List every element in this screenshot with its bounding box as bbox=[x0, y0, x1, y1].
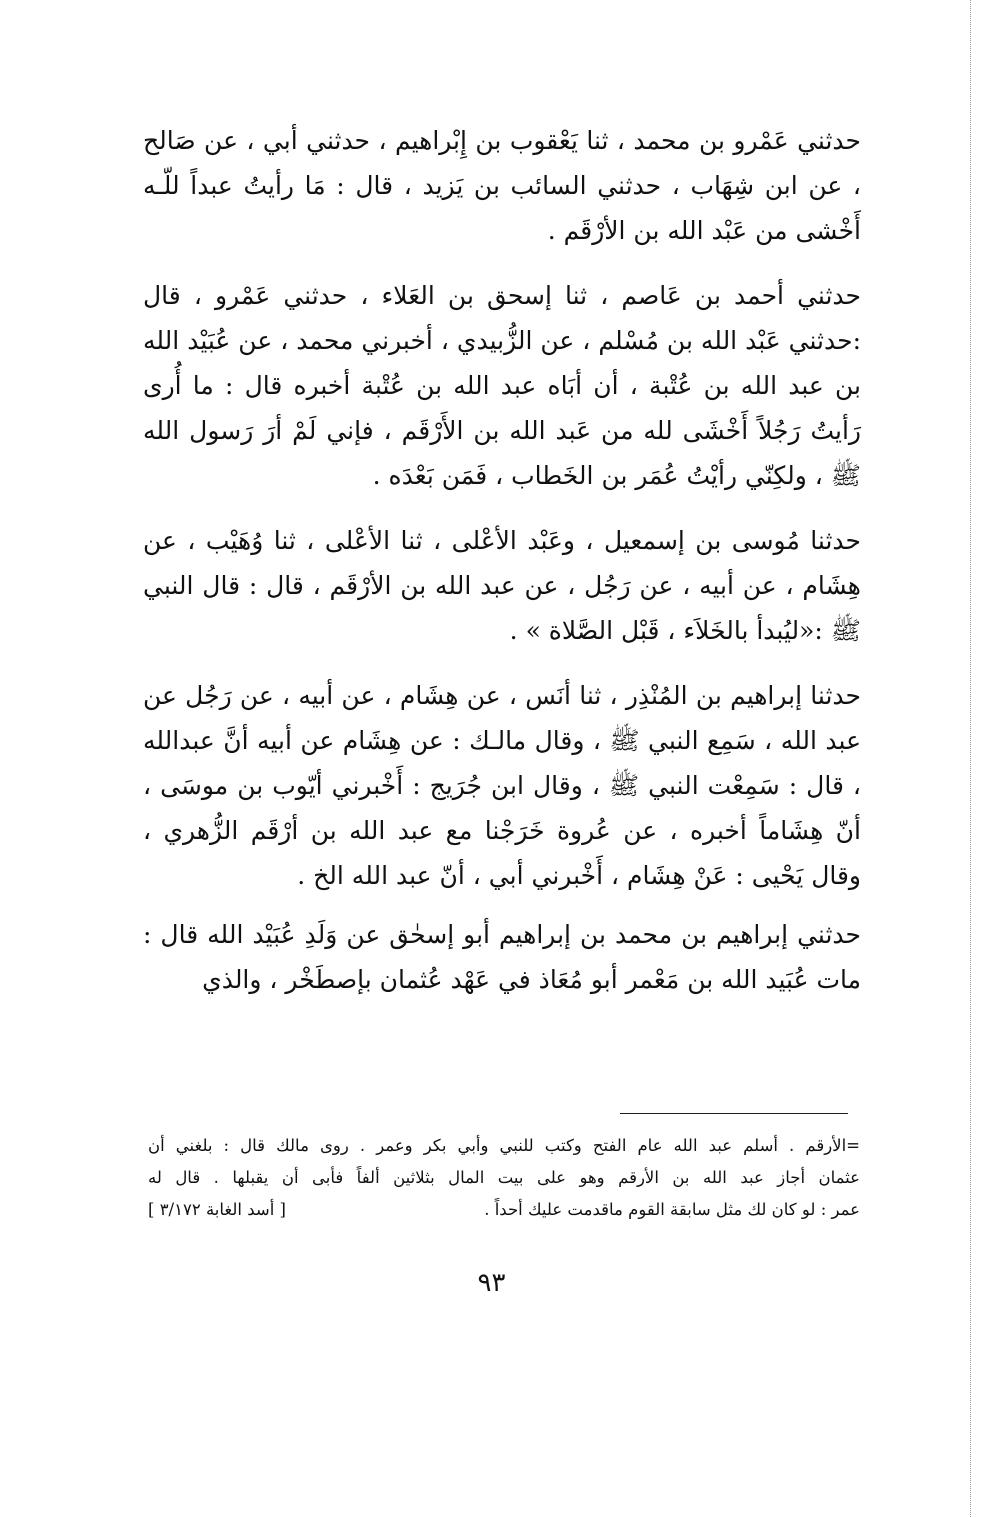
paragraph-3: حدثنا مُوسى بن إسمعيل ، وعَبْد الأعْلى ، ثنا الأعْلى ، ثنا وُهَيْب ، عن هِشَام ، عن أبيه ، عن رَجُل ، عن عبد الله بن الأرْقَم ، قال : قال النبي ﷺ :«ليُبدأ بالخَلاَء ، قَبْل الصَّلاة » . bbox=[143, 526, 861, 645]
paragraph-2: حدثني أحمد بن عَاصم ، ثنا إسحق بن العَلاء ، حدثني عَمْرو ، قال :حدثني عَبْد الله بن مُسْلم ، عن الزُّبيدي ، أخبرني محمد ، عن عُبَيْد الله بن عبد الله بن عُتْبة ، أن أبَاه عبد الله بن عُتْبة أخبره قال : ما أُرى رَأيتُ رَجُلاً أَخْشَى لله من عَبد الله بن الأَرْقَم ، فإني لَمْ أرَ رَسول الله ﷺ ، ولكِنّي رأيْتُ عُمَر بن الخَطاب ، فَمَن بَعْدَه . bbox=[143, 281, 861, 490]
footnote bbox=[148, 1130, 860, 1226]
footnote-line-2: عثمان أجاز عبد الله بن الأرقم وهو على بيت المال بثلاثين ألفاً فأبى أن يقبلها . قال له bbox=[148, 1168, 860, 1187]
page-number: ٩٣ bbox=[477, 1268, 506, 1298]
paragraph-5: حدثني إبراهيم بن محمد بن إبراهيم أبو إسحٰق عن وَلَدِ عُبَيْد الله قال : مات عُبَيد الله بن مَعْمر أبو مُعَاذ في عَهْد عُثمان بإصطَخْر ، والذي bbox=[143, 920, 861, 994]
footnote-source: [ أسد الغابة ٣/١٧٢ ] bbox=[148, 1200, 286, 1219]
paragraph-1: حدثني عَمْرو بن محمد ، ثنا يَعْقوب بن إِبْراهيم ، حدثني أبي ، عن صَالح ، عن ابن شِهَاب ، حدثني السائب بن يَزيد ، قال : مَا رأيتُ عبداً للّـه أَخْشى من عَبْد الله بن الأرْقَم . bbox=[143, 126, 861, 245]
footnote-line-1: =الأرقم . أسلم عبد الله عام الفتح وكتب للنبي وأبي بكر وعمر . روى مالك قال : بلغني أن bbox=[148, 1136, 860, 1155]
main-text bbox=[143, 118, 861, 1002]
footnote-text-end: عمر : لو كان لك مثل سابقة القوم ماقدمت عليك أحداً . bbox=[484, 1200, 860, 1219]
footnote-separator bbox=[620, 1113, 848, 1114]
footnote-line-3 bbox=[148, 1194, 860, 1226]
paragraph-4: حدثنا إبراهيم بن المُنْذِر ، ثنا أنَس ، عن هِشَام ، عن أبيه ، عن رَجُل عن عبد الله ، سَمِع النبي ﷺ ، وقال مالـك : عن هِشَام عن أبيه أنَّ عبدالله ، قال : سَمِعْت النبي ﷺ ، وقال ابن جُرَيج : أَخْبرني أيّوب بن موسَى ، أنّ هِشَاماً أخبره ، عن عُروة خَرَجْنا مع عبد الله بن أرْقَم الزُّهري ، وقال يَحْيى : عَنْ هِشَام ، أَخْبرني أبي ، أنّ عبد الله الخ . bbox=[143, 681, 861, 890]
